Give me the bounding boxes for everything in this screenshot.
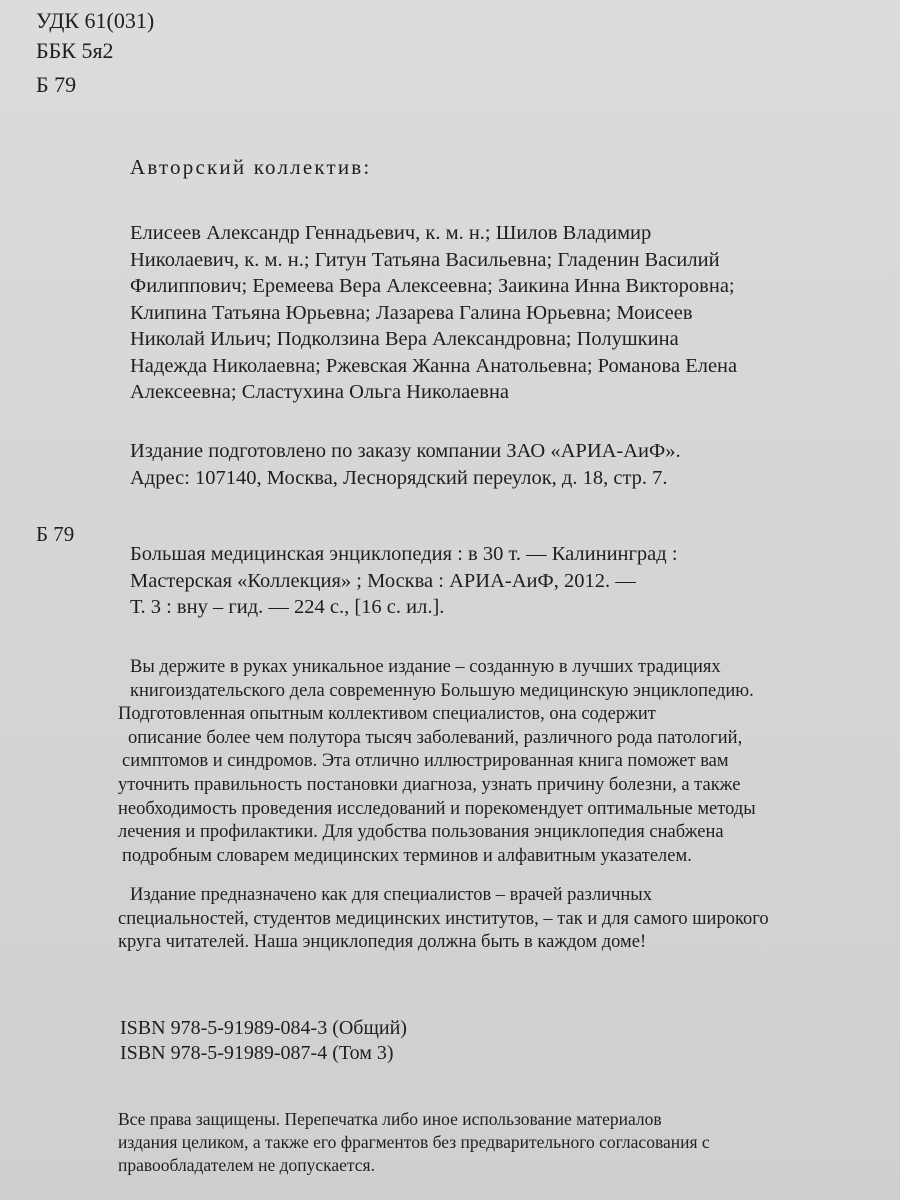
rights-line: издания целиком, а также его фрагментов без предварительного согласования с (118, 1132, 710, 1152)
publisher-address: Адрес: 107140, Москва, Леснорядский переулок, д. 18, стр. 7. (130, 466, 668, 489)
isbn-block (120, 1016, 407, 1066)
authors-line: Елисеев Александр Геннадьевич, к. м. н.; Шилов Владимир (130, 222, 652, 244)
description-line: необходимость проведения исследований и порекомендует оптимальные методы (118, 798, 756, 819)
rights-line: Все права защищены. Перепечатка либо иное использование материалов (118, 1109, 662, 1129)
authors-line: Клипина Татьяна Юрьевна; Лазарева Галина Юрьевна; Моисеев (130, 301, 693, 324)
isbn-volume: ISBN 978-5-91989-087-4 (Том 3) (120, 1042, 394, 1064)
biblio-line: Т. 3 : вну – гид. — 224 с., [16 с. ил.]. (130, 596, 445, 618)
description-line: подробным словарем медицинских терминов и алфавитным указателем. (122, 845, 692, 866)
udk-code: УДК 61(031) (36, 8, 155, 33)
author-mark: Б 79 (36, 72, 77, 97)
rights-line: правообладателем не допускается. (118, 1155, 375, 1175)
authors-heading: Авторский коллектив: (130, 155, 372, 179)
edition-info (130, 438, 890, 491)
authors-line: Николаевич, к. м. н.; Гитун Татьяна Васильевна; Гладенин Василий (130, 248, 720, 271)
authors-line: Николай Ильич; Подколзина Вера Александровна; Полушкина (130, 328, 679, 350)
bibliographic-record (130, 541, 890, 621)
biblio-line: Мастерская «Коллекция» ; Москва : АРИА-АиФ, 2012. — (130, 569, 636, 592)
purpose-line: круга читателей. Наша энциклопедия должна быть в каждом доме! (118, 932, 647, 953)
isbn-general: ISBN 978-5-91989-084-3 (Общий) (120, 1017, 407, 1039)
description-line: симптомов и синдромов. Эта отлично иллюстрированная книга поможет вам (122, 751, 729, 772)
edition-line: Издание подготовлено по заказу компании ЗАО «АРИА-АиФ». (130, 440, 681, 462)
biblio-line: Большая медицинская энциклопедия : в 30 т. — Калининград : (130, 543, 678, 565)
purpose-line: Издание предназначено как для специалистов – врачей различных (130, 885, 652, 905)
authors-line: Филиппович; Еремеева Вера Алексеевна; Заикина Инна Викторовна; (130, 275, 735, 297)
bbk-code: ББК 5я2 (36, 38, 114, 63)
description-line: Подготовленная опытным коллективом специалистов, она содержит (118, 704, 656, 725)
book-description (118, 656, 888, 868)
purpose-line: специальностей, студентов медицинских институтов, – так и для самого широкого (118, 908, 769, 929)
description-line: лечения и профилактики. Для удобства пользования энциклопедия снабжена (118, 822, 724, 843)
authors-line: Надежда Николаевна; Ржевская Жанна Анатольевна; Романова Елена (130, 354, 738, 377)
book-purpose (118, 884, 888, 955)
description-line: книгоиздательского дела современную Большую медицинскую энциклопедию. (130, 680, 754, 701)
description-line: описание более чем полутора тысяч заболеваний, различного рода патологий, (128, 727, 743, 748)
copyright-notice (118, 1108, 888, 1177)
description-line: уточнить правильность постановки диагноза, узнать причину болезни, а также (118, 774, 741, 795)
description-line: Вы держите в руках уникальное издание – созданную в лучших традициях (130, 657, 721, 677)
classification-block (36, 6, 154, 66)
library-card-mark: Б 79 (36, 522, 75, 546)
authors-line: Алексеевна; Сластухина Ольга Николаевна (130, 381, 510, 403)
authors-list (130, 220, 890, 406)
